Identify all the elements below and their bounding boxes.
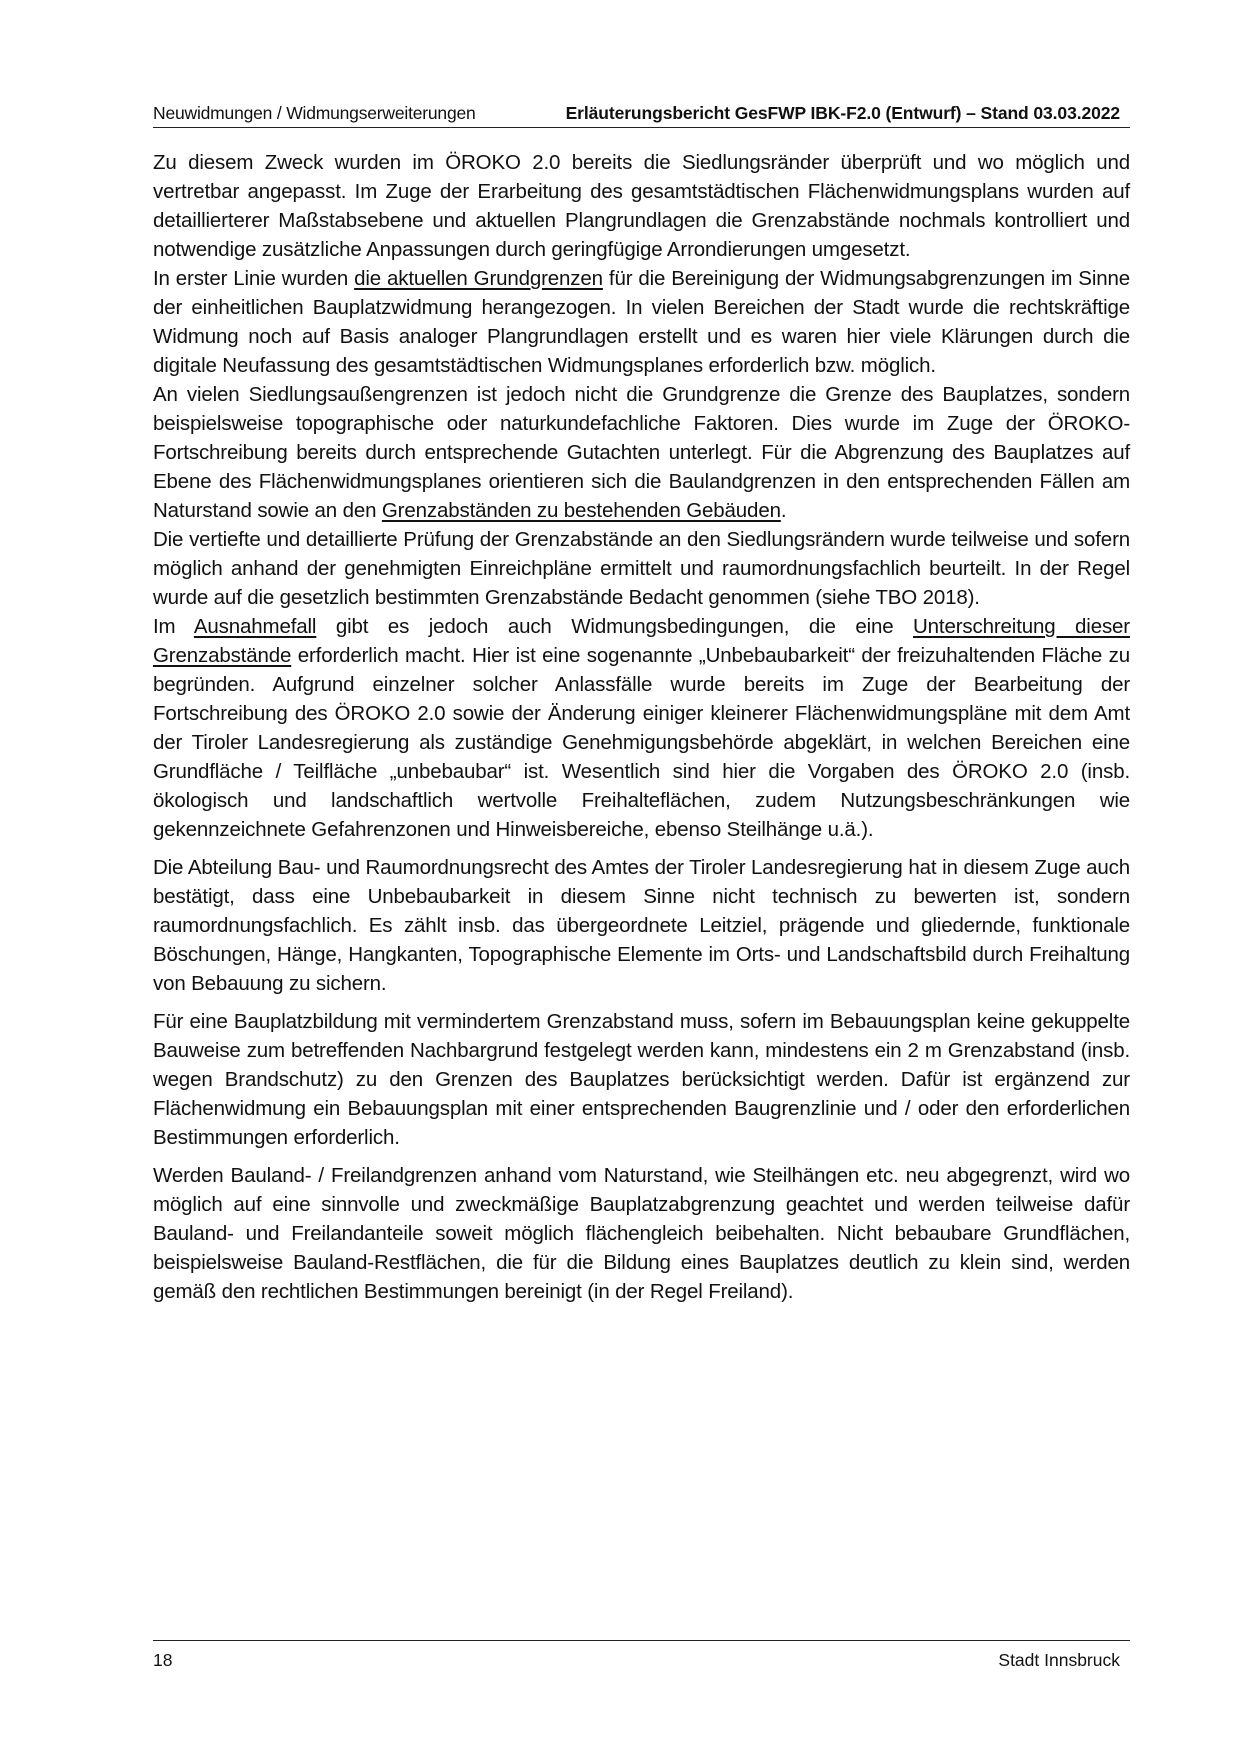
text-run: gibt es jedoch auch Widmungsbedingungen, die eine: [316, 615, 914, 638]
paragraph: [153, 264, 1130, 380]
paragraph: [153, 1007, 1130, 1152]
paragraph: [153, 525, 1130, 612]
text-run: Für eine Bauplatzbildung mit vermindertem Grenzabstand muss, sofern im Bebauungsplan keine gekuppelte Bauweise zum betreffenden Nachbargrund festgelegt werden kann, mindestens ein 2 m Grenzabstand (insb. wegen Brandschutz) zu den Grenzen des Bauplatzes berücksichtigt werden. Dafür ist ergänzend zur Flächenwidmung ein Bebauungsplan mit einer entsprechenden Baugrenzlinie und / oder den erforderlichen Bestimmungen erforderlich.: [153, 1010, 1130, 1149]
text-run: Die vertiefte und detaillierte Prüfung der Grenzabstände an den Siedlungsrändern wurde teilweise und sofern möglich anhand der genehmigten Einreichpläne ermittelt und raumordnungsfachlich beurteilt. In der Regel wurde auf die gesetzlich bestimmten Grenzabstände Bedacht genommen (siehe TBO 2018).: [153, 528, 1130, 609]
text-run: .: [780, 499, 787, 522]
paragraph: [153, 853, 1130, 998]
underlined-phrase: Grenzabständen zu bestehenden Gebäuden: [381, 499, 781, 522]
paragraph: [153, 1161, 1130, 1306]
paragraph: [153, 148, 1130, 264]
paragraph: [153, 380, 1130, 525]
text-run: In erster Linie wurden: [153, 267, 355, 290]
underlined-phrase: Unterschreitung dieser Grenzabstände: [153, 615, 1130, 667]
body-text: [153, 148, 1130, 1306]
page-number: 18: [153, 1650, 173, 1670]
text-run: Zu diesem Zweck wurden im ÖROKO 2.0 bereits die Siedlungsränder überprüft und wo möglich und vertretbar angepasst. Im Zuge der Erarbeitung des gesamtstädtischen Flächenwidmungsplans wurden auf detaillierterer Maßstabsebene und aktuellen Plangrundlagen die Grenzabstände nochmals kontrolliert und notwendige zusätzliche Anpassungen durch geringfügige Arrondierungen umgesetzt.: [153, 151, 1130, 261]
underlined-phrase: die aktuellen Grundgrenzen: [354, 267, 603, 290]
page-footer: [153, 1640, 1130, 1670]
header-section-title: Neuwidmungen / Widmungserweiterungen: [153, 103, 476, 123]
text-run: Die Abteilung Bau- und Raumordnungsrecht des Amtes der Tiroler Landesregierung hat in diesem Zuge auch bestätigt, dass eine Unbebaubarkeit in diesem Sinne nicht technisch zu bewerten ist, sondern raumordnungsfachlich. Es zählt insb. das übergeordnete Leitziel, prägende und gliedernde, funktionale Böschungen, Hänge, Hangkanten, Topographische Elemente im Orts- und Landschaftsbild durch Freihaltung von Bebauung zu sichern.: [153, 856, 1130, 995]
text-run: An vielen Siedlungsaußengrenzen ist jedoch nicht die Grundgrenze die Grenze des Bauplatzes, sondern beispielsweise topographische oder naturkundefachliche Faktoren. Dies wurde im Zuge der ÖROKO-Fortschreibung bereits durch entsprechende Gutachten unterlegt. Für die Abgrenzung des Bauplatzes auf Ebene des Flächenwidmungsplanes orientieren sich die Baulandgrenzen in den entsprechenden Fällen am Naturstand sowie an den: [153, 383, 1130, 522]
paragraph: [153, 612, 1130, 844]
text-run: Im: [153, 615, 194, 638]
header-document-title: Erläuterungsbericht GesFWP IBK-F2.0 (Entwurf) – Stand 03.03.2022: [565, 103, 1120, 123]
footer-organization: Stadt Innsbruck: [998, 1650, 1120, 1670]
text-run: Werden Bauland- / Freilandgrenzen anhand vom Naturstand, wie Steilhängen etc. neu abgegrenzt, wird wo möglich auf eine sinnvolle und zweckmäßige Bauplatzabgrenzung geachtet und werden teilweise dafür Bauland- und Freilandanteile soweit möglich flächengleich beibehalten. Nicht bebaubare Grundflächen, beispielsweise Bauland-Restflächen, die für die Bildung eines Bauplatzes deutlich zu klein sind, werden gemäß den rechtlichen Bestimmungen bereinigt (in der Regel Freiland).: [153, 1164, 1130, 1303]
text-run: für die Bereinigung der Widmungsabgrenzungen im Sinne der einheitlichen Bauplatzwidmung herangezogen. In vielen Bereichen der Stadt wurde die rechtskräftige Widmung noch auf Basis analoger Plangrundlagen erstellt und es waren hier viele Klärungen durch die digitale Neufassung des gesamtstädtischen Widmungsplanes erforderlich bzw. möglich.: [153, 267, 1130, 377]
underlined-phrase: Ausnahmefall: [193, 615, 317, 638]
page-header: [153, 103, 1130, 128]
text-run: erforderlich macht. Hier ist eine sogenannte „Unbebaubarkeit“ der freizuhaltenden Fläche zu begründen. Aufgrund einzelner solcher Anlassfälle wurde bereits im Zuge der Bearbeitung der Fortschreibung des ÖROKO 2.0 sowie der Änderung einiger kleinerer Flächenwidmungspläne mit dem Amt der Tiroler Landesregierung als zuständige Genehmigungsbehörde abgeklärt, in welchen Bereichen eine Grundfläche / Teilfläche „unbebaubar“ ist. Wesentlich sind hier die Vorgaben des ÖROKO 2.0 (insb. ökologisch und landschaftlich wertvolle Freihalteflächen, zudem Nutzungsbeschränkungen wie gekennzeichnete Gefahrenzonen und Hinweisbereiche, ebenso Steilhänge u.ä.).: [153, 644, 1130, 841]
